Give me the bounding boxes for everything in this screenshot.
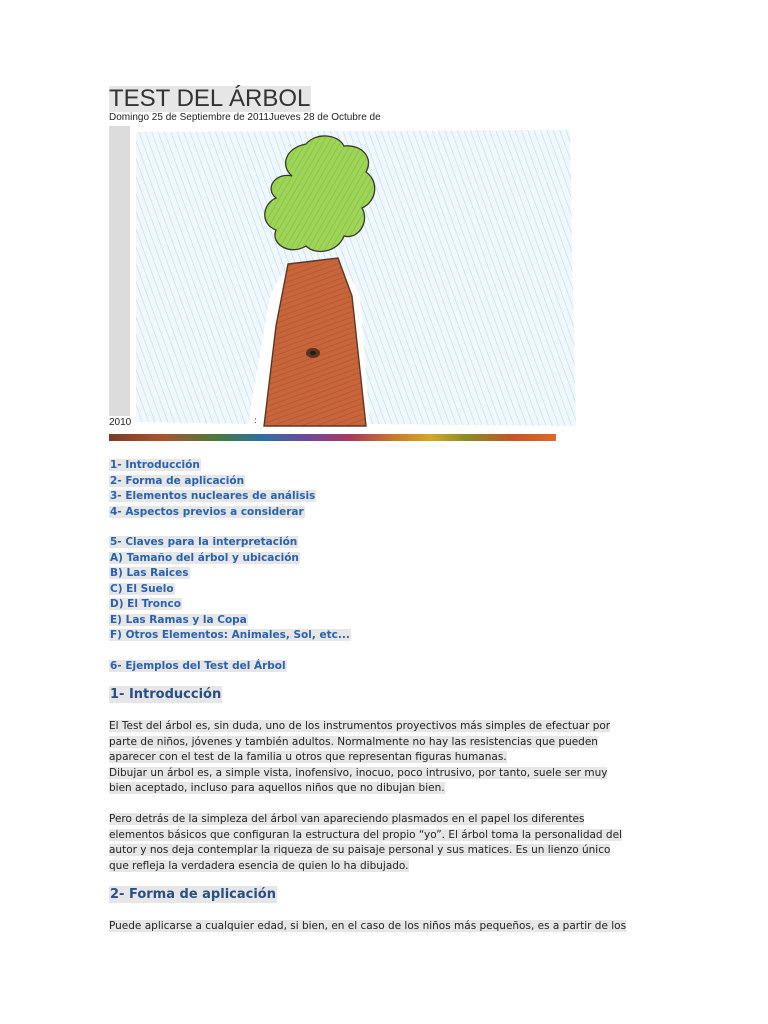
toc-group-1	[109, 458, 316, 520]
toc-link[interactable]: C) El Suelo	[110, 582, 174, 595]
toc-link[interactable]: 4- Aspectos previos a considerar	[110, 505, 304, 518]
year-label: 2010	[109, 417, 132, 428]
toc-link[interactable]: 5- Claves para la interpretación	[110, 536, 298, 548]
toc-link[interactable]: D) El Tronco	[110, 598, 181, 610]
image-mark: :	[254, 416, 258, 426]
color-divider-bar	[109, 434, 556, 441]
toc-link[interactable]: B) Las Raices	[110, 567, 189, 579]
toc-link[interactable]: A) Tamaño del árbol y ubicación	[110, 551, 299, 564]
intro-paragraph-1	[109, 719, 669, 797]
tree-drawing-image	[130, 126, 577, 428]
text-line: elementos básicos que configuran la estructura del propio “yo”. El árbol toma la personalidad del	[109, 828, 622, 841]
intro-paragraph-2	[109, 812, 669, 874]
text-line: que refleja la verdadera esencia de quien lo ha dibujado.	[109, 859, 409, 872]
section-heading-introduccion: 1- Introducción	[110, 687, 222, 702]
toc-link[interactable]: 3- Elementos nucleares de análisis	[110, 490, 316, 502]
toc-link[interactable]: F) Otros Elementos: Animales, Sol, etc...	[110, 629, 350, 641]
text-line: bien aceptado, incluso para aquellos niños que no dibujan bien.	[109, 782, 445, 794]
post-date: Domingo 25 de Septiembre de 2011Jueves 28 de Octubre de	[109, 112, 381, 123]
text-line: El Test del árbol es, sin duda, uno de los instrumentos proyectivos más simples de efectuar por	[109, 720, 611, 732]
aplicacion-paragraph-1	[109, 919, 669, 935]
text-line: aparecer con el test de la familia u otros que representan figuras humanas.	[109, 751, 507, 763]
toc-group-3	[109, 659, 287, 675]
text-line: Puede aplicarse a cualquier edad, si bien, en el caso de los niños más pequeños, es a partir de los	[109, 920, 627, 932]
text-line: Dibujar un árbol es, a simple vista, inofensivo, inocuo, poco intrusivo, por tanto, suele ser muy	[109, 766, 608, 779]
toc-link[interactable]: 2- Forma de aplicación	[110, 474, 245, 487]
page-title: TEST DEL ÁRBOL	[109, 85, 311, 112]
image-side-bar	[109, 126, 130, 416]
toc-group-2	[109, 535, 351, 644]
toc-link[interactable]: 1- Introducción	[110, 459, 200, 471]
toc-link[interactable]: 6- Ejemplos del Test del Árbol	[110, 660, 286, 672]
text-line: Pero detrás de la simpleza del árbol van apareciendo plasmados en el papel los diferentes	[109, 813, 585, 825]
toc-link[interactable]: E) Las Ramas y la Copa	[110, 613, 247, 626]
text-line: autor y nos deja contemplar la riqueza de su paisaje personal y sus matices. Es un lienzo único	[109, 844, 611, 856]
section-heading-forma-aplicacion: 2- Forma de aplicación	[110, 887, 276, 902]
text-line: parte de niños, jóvenes y también adultos. Normalmente no hay las resistencias que pueden	[109, 735, 598, 748]
